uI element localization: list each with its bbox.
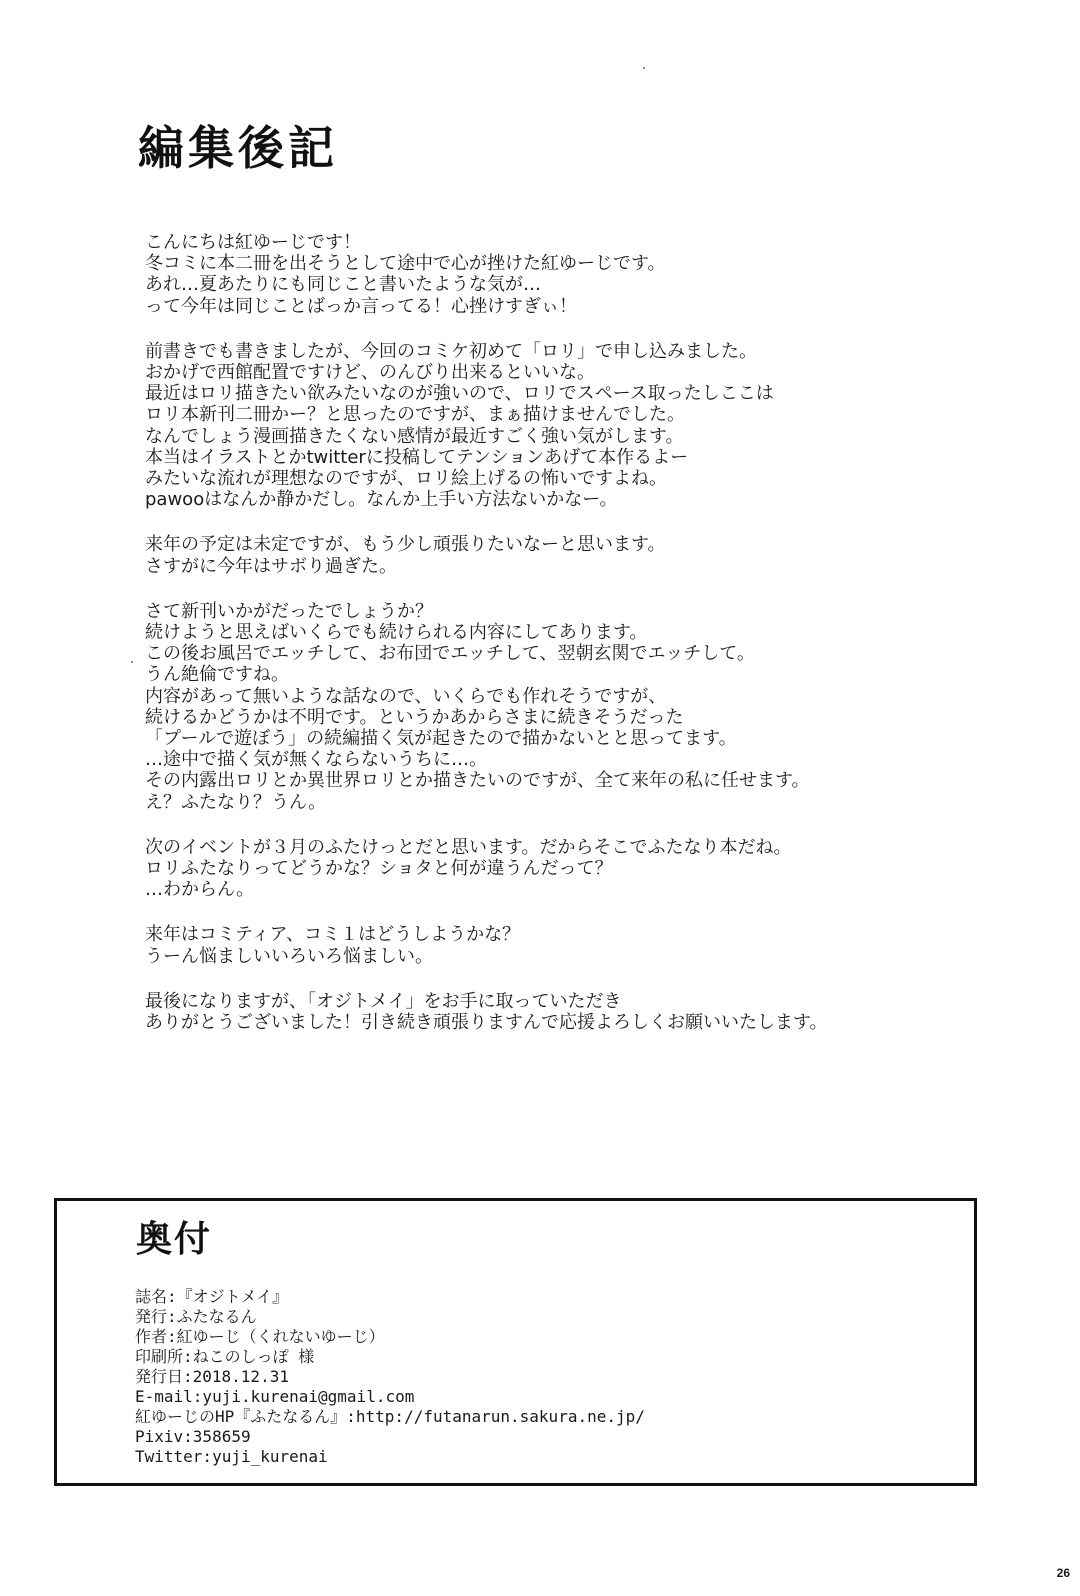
afterword-line: pawooはなんか静かだし。なんか上手い方法ないかなー。 [145, 489, 618, 511]
afterword-line: この後お風呂でエッチして、お布団でエッチして、翌朝玄関でエッチして。 [145, 643, 755, 665]
afterword-paragraph [145, 232, 945, 317]
colophon-line: 印刷所:ねこのしっぽ 様 [135, 1347, 315, 1366]
colophon-title: 奥付 [136, 1219, 213, 1260]
afterword-line: 来年はコミティア、コミ１はどうしようかな？ [145, 924, 521, 946]
afterword-paragraph [145, 924, 945, 966]
afterword-paragraph [145, 991, 945, 1033]
colophon-line: 紅ゆーじのHP『ふたなるん』:http://futanarun.sakura.ne.jp/ [135, 1407, 645, 1426]
afterword-line: 「プールで遊ぼう」の続編描く気が起きたので描かないとと思ってます。 [145, 728, 737, 750]
afterword-line: その内露出ロリとか異世界ロリとか描きたいのですが、全て来年の私に任せます。 [145, 770, 810, 792]
afterword-line: うーん悩ましいいろいろ悩ましい。 [145, 945, 433, 967]
colophon-box [54, 1198, 977, 1486]
afterword-line: 冬コミに本二冊を出そうとして途中で心が挫けた紅ゆーじです。 [145, 253, 666, 275]
afterword-line: 前書きでも書きましたが、今回のコミケ初めて「ロリ」で申し込みました。 [145, 340, 757, 362]
afterword-line: こんにちは紅ゆーじです！ [145, 232, 361, 253]
afterword-body [145, 232, 945, 1057]
scan-speck [131, 661, 133, 663]
afterword-line: 内容があって無いような話なので、いくらでも作れそうですが、 [145, 685, 667, 707]
afterword-paragraph [145, 601, 945, 813]
afterword-line: 最近はロリ描きたい欲みたいなのが強いので、ロリでスペース取ったしここは [145, 383, 774, 405]
afterword-line: 続けるかどうかは不明です。というかあからさまに続きそうだった [145, 706, 684, 728]
afterword-line: ありがとうございました！引き続き頑張りますんで応援よろしくお願いいたします。 [145, 1012, 828, 1034]
afterword-line: 最後になりますが、「オジトメイ」をお手に取っていただき [145, 990, 622, 1012]
afterword-line: ロリふたなりってどうかな？ショタと何が違うんだって？ [145, 858, 613, 880]
afterword-line: さすがに今年はサボり過ぎた。 [145, 555, 397, 577]
colophon-line: 発行:ふたなるん [135, 1307, 257, 1326]
afterword-line: 来年の予定は未定ですが、もう少し頑張りたいなーと思います。 [145, 534, 666, 556]
afterword-line: 続けようと思えばいくらでも続けられる内容にしてあります。 [145, 622, 648, 644]
page-number: 26 [1056, 1566, 1070, 1580]
afterword-line: ロリ本新刊二冊かー？と思ったのですが、まぁ描けませんでした。 [145, 404, 685, 426]
afterword-line: なんでしょう漫画描きたくない感情が最近すごく強い気がします。 [145, 425, 684, 447]
afterword-line: 次のイベントが３月のふたけっとだと思います。だからそこでふたなり本だね。 [145, 836, 792, 858]
afterword-line: みたいな流れが理想なのですが、ロリ絵上げるの怖いですよね。 [145, 468, 667, 490]
colophon-line: 発行日:2018.12.31 [135, 1367, 289, 1386]
page-title: 編集後記 [138, 121, 338, 175]
afterword-line: あれ…夏あたりにも同じこと書いたような気が… [145, 274, 541, 296]
afterword-paragraph [145, 341, 945, 511]
scan-speck [643, 67, 645, 69]
afterword-line: おかげで西館配置ですけど、のんびり出来るといいな。 [145, 362, 595, 384]
afterword-line: 本当はイラストとかtwitterに投稿してテンションあげて本作るよー [145, 446, 689, 468]
afterword-line: うん絶倫ですね。 [145, 664, 289, 686]
colophon-details [135, 1287, 645, 1467]
colophon-line: Pixiv:358659 [135, 1427, 251, 1446]
afterword-line: さて新刊いかがだったでしょうか？ [145, 600, 433, 622]
afterword-line: …途中で描く気が無くならないうちに…。 [145, 749, 487, 771]
afterword-line: …わからん。 [145, 879, 255, 901]
afterword-paragraph [145, 837, 945, 901]
afterword-line: って今年は同じことばっか言ってる！心挫けすぎぃ！ [145, 295, 577, 317]
afterword-line: え？ふたなり？うん。 [145, 791, 327, 813]
colophon-line: E-mail:yuji.kurenai@gmail.com [135, 1387, 415, 1406]
colophon-line: Twitter:yuji_kurenai [135, 1447, 328, 1466]
afterword-paragraph [145, 534, 945, 576]
colophon-line: 作者:紅ゆーじ（くれないゆーじ） [135, 1327, 385, 1346]
colophon-line: 誌名:『オジトメイ』 [135, 1287, 289, 1306]
